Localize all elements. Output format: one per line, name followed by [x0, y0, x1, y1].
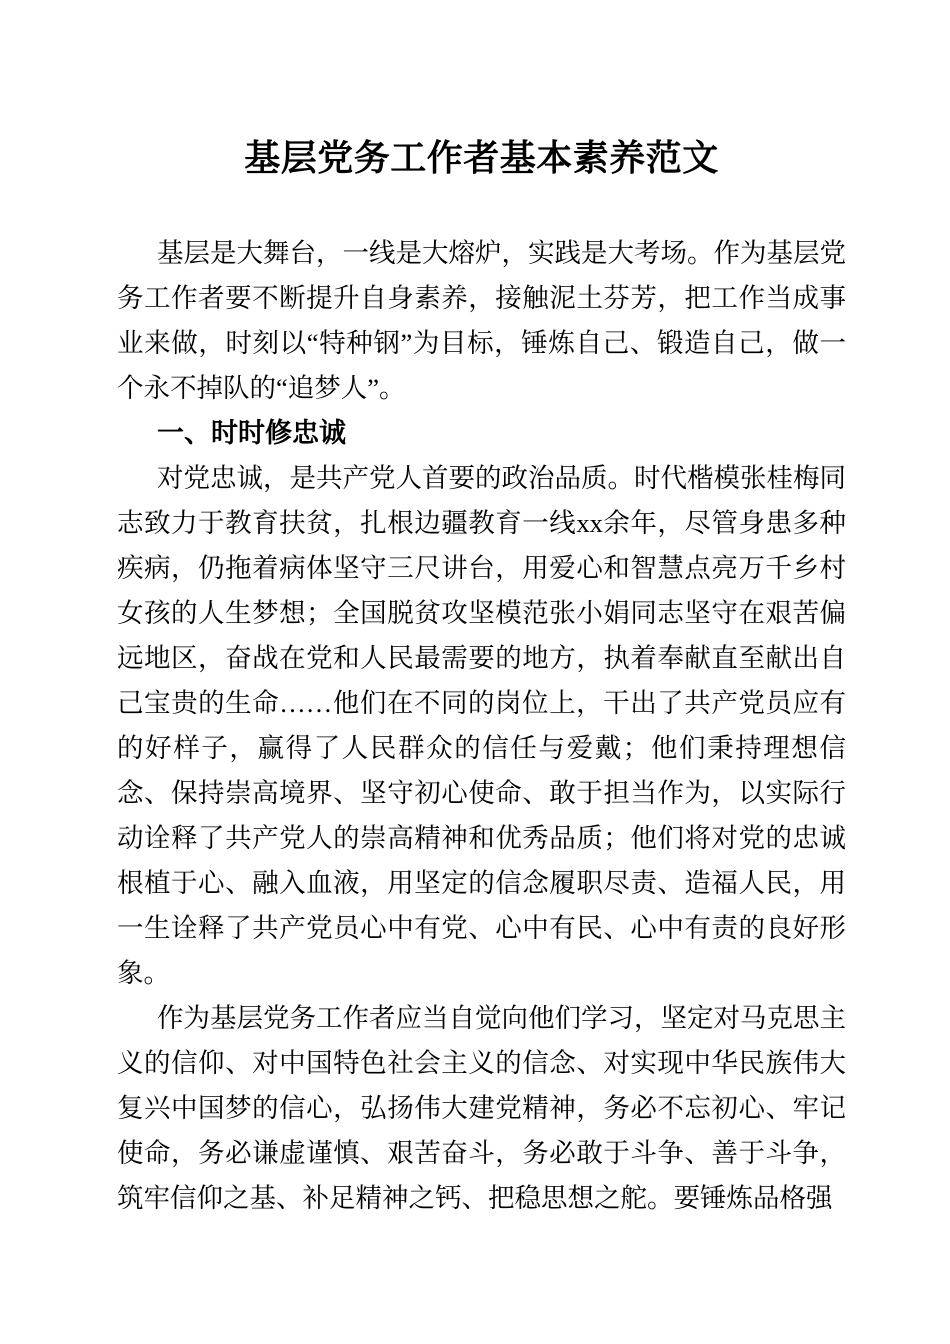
section-1-paragraph-2: 作为基层党务工作者应当自觉向他们学习，坚定对马克思主义的信仰、对中国特色社会主义的信念、对实现中华民族伟大复兴中国梦的信心，弘扬伟大建党精神，务必不忘初心、牢记使命，务必谦虚谨慎、艰苦奋斗，务必敢于斗争、善于斗争，筑牢信仰之基、补足精神之钙、把稳思想之舵。要锤炼品格强 [117, 1003, 846, 1213]
intro-paragraph: 基层是大舞台，一线是大熔炉，实践是大考场。作为基层党务工作者要不断提升自身素养，接触泥土芬芳，把工作当成事业来做，时刻以“特种钢”为目标，锤炼自己、锻造自己，做一个永不掉队的“追梦人”。 [117, 238, 846, 403]
section-1-heading: 一、时时修忠诚 [157, 418, 346, 448]
section-1-paragraph-1: 对党忠诚，是共产党人首要的政治品质。时代楷模张桂梅同志致力于教育扶贫，扎根边疆教育一线xx余年，尽管身患多种疾病，仍拖着病体坚守三尺讲台，用爱心和智慧点亮万千乡村女孩的人生梦想；全国脱贫攻坚模范张小娟同志坚守在艰苦偏远地区，奋战在党和人民最需要的地方，执着奉献直至献出自己宝贵的生命……他们在不同的岗位上，干出了共产党员应有的好样子，赢得了人民群众的信任与爱戴；他们秉持理想信念、保持崇高境界、坚守初心使命、敢于担当作为，以实际行动诠释了共产党人的崇高精神和优秀品质；他们将对党的忠诚根植于心、融入血液，用坚定的信念履职尽责、造福人民，用一生诠释了共产党员心中有党、心中有民、心中有责的良好形象。 [117, 463, 846, 988]
document-title: 基层党务工作者基本素养范文 [244, 138, 719, 178]
document-body [117, 134, 846, 1221]
